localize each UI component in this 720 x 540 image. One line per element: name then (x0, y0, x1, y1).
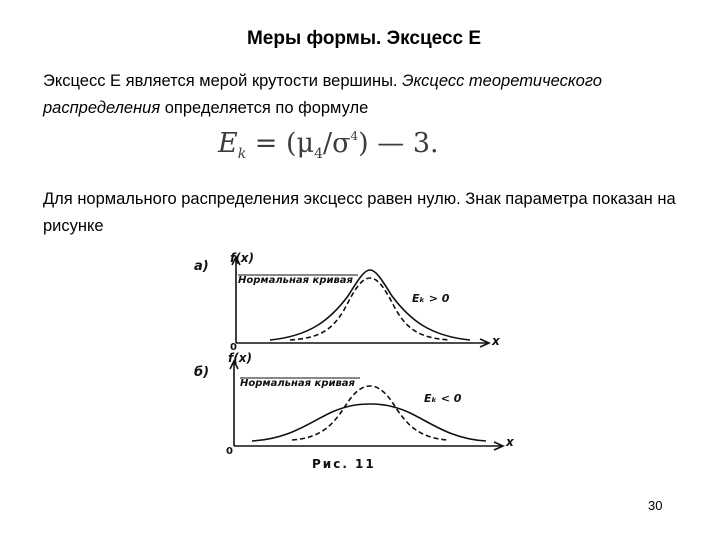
panel-b-normal-curve-label (240, 378, 356, 389)
panel-b-excess-label: Eₖ < 0 (424, 392, 462, 405)
formula-mu-subscript: 4 (314, 146, 323, 162)
panel-a-label: а) (194, 259, 209, 274)
panel-b-normal-curve-label-line: Нормальная кривая (240, 378, 355, 389)
panel-a-x-axis-label: x (492, 334, 500, 348)
formula-lhs: E (218, 128, 238, 159)
panel-b-y-axis-label: f(x) (228, 351, 252, 365)
figure-caption: Рис. 11 (312, 457, 376, 471)
slide-title: Меры формы. Эксцесс Е (246, 28, 482, 49)
panel-b-flat-curve (252, 404, 486, 441)
panel-b-label: б) (194, 365, 210, 380)
panel-a-normal-curve-label (238, 275, 354, 286)
panel-b-origin-label: 0 (226, 446, 233, 457)
panel-a-normal-curve (290, 278, 450, 340)
formula-lhs-subscript: k (237, 146, 247, 162)
kurtosis-definition-paragraph (43, 68, 683, 122)
panel-a-y-axis-label: f(x) (230, 251, 254, 265)
definition-tail-text: определяется по формуле (160, 99, 369, 117)
kurtosis-formula (218, 128, 439, 168)
panel-b-x-axis-label: x (506, 435, 514, 449)
formula-eq: = (μ (246, 128, 315, 159)
kurtosis-figure (180, 240, 525, 472)
panel-a-excess-label: Eₖ > 0 (412, 292, 450, 305)
definition-text: Эксцесс Е является мерой крутости вершины. (43, 72, 403, 90)
formula-slash-sigma: /σ (323, 128, 351, 159)
panel-a-normal-curve-label-line: Нормальная кривая (238, 275, 353, 286)
definition-italic-text: Эксцесс теоретического распределения (43, 72, 602, 117)
formula-sigma-superscript: 4 (350, 129, 359, 143)
normal-distribution-paragraph: Для нормального распределения эксцесс равен нулю. Знак параметра показан на рисунке (43, 190, 676, 235)
formula-rhs: ) — 3. (358, 128, 439, 159)
page-number: 30 (648, 498, 663, 513)
panel-a-origin-label: 0 (230, 342, 237, 353)
